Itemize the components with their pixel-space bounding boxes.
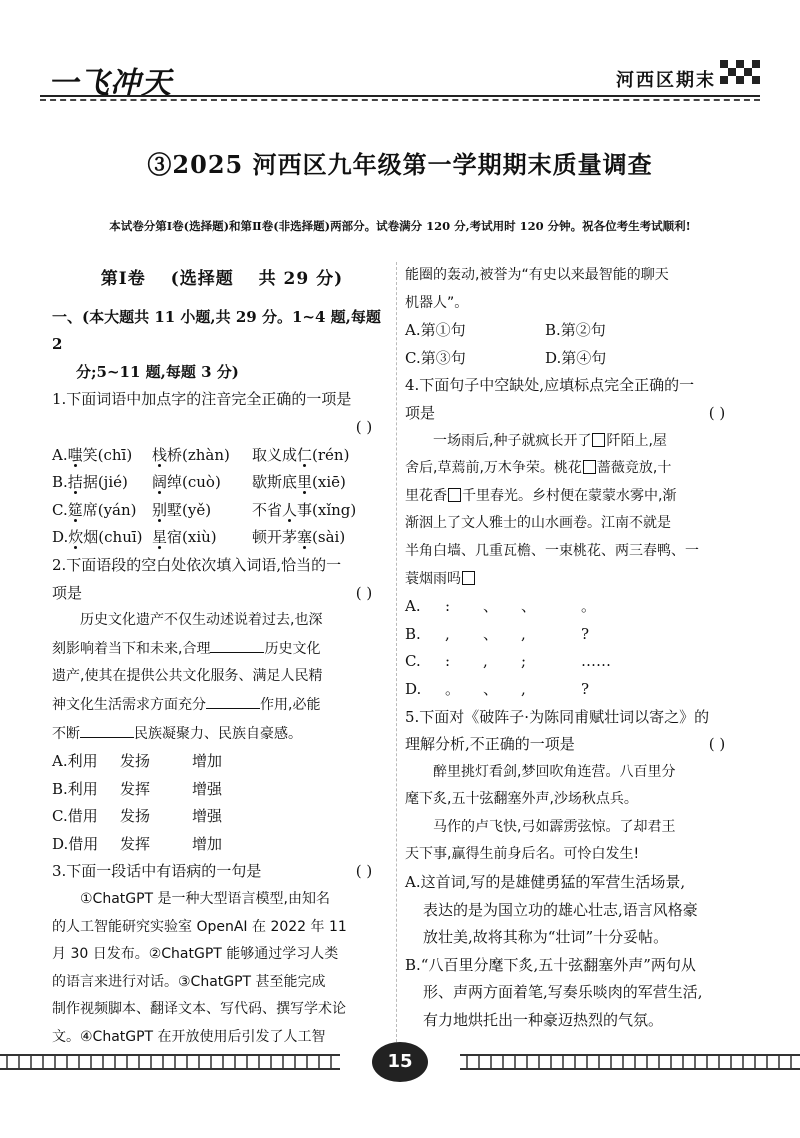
option-punct: ;	[521, 652, 527, 671]
option-text: 顿开茅	[252, 528, 298, 547]
footer-ornament	[460, 1054, 800, 1070]
dotted-char: 拮	[67, 473, 83, 492]
right-column	[405, 262, 745, 1035]
q4-option-d[interactable]	[405, 676, 745, 704]
page-number: 15	[372, 1042, 428, 1082]
option-text: 据(jié)	[82, 473, 128, 492]
left-column	[52, 262, 392, 1052]
poem	[405, 759, 745, 869]
passage-line	[405, 428, 745, 456]
header-rule	[40, 95, 760, 101]
section-title-score: 共 29 分)	[258, 269, 344, 289]
passage-text: 刻影响着当下和未来,合理	[52, 640, 211, 657]
passage-text: 历史文化	[264, 640, 321, 657]
question-2	[52, 552, 392, 859]
question-3	[52, 858, 392, 1051]
q2-option-a[interactable]	[52, 748, 392, 776]
poem-line: 醉里挑灯看剑,梦回吹角连营。八百里分	[433, 763, 676, 780]
exam-title: ③2025 河西区九年级第一学期期末质量调查	[147, 150, 653, 179]
option-punct: ?	[581, 679, 590, 698]
option-text: A.	[52, 445, 68, 464]
question-4	[405, 372, 745, 703]
passage-text: 阡陌上,屋	[606, 432, 667, 449]
option-term	[52, 524, 152, 552]
option-term	[52, 469, 152, 497]
passage-text: 里花香	[405, 487, 447, 504]
passage-text: 舍后,草蔫前,万木争荣。桃花	[405, 460, 582, 477]
option-term	[252, 497, 382, 525]
option-punct: 、	[521, 597, 537, 616]
page-header	[40, 50, 760, 100]
option-line: A.这首词,写的是雄健勇猛的军营生活场景,	[405, 873, 686, 892]
option-text: 墅(yě)	[167, 500, 212, 519]
footer-ornament	[0, 1054, 340, 1070]
question-stem: 理解分析,不正确的一项是	[405, 735, 575, 754]
option-label: D.	[405, 679, 422, 698]
dotted-char: 嗤	[67, 445, 83, 464]
passage-line	[405, 566, 745, 594]
poem-line: 马作的卢飞快,弓如霹雳弦惊。了却君王	[433, 818, 676, 835]
option-label: A.	[405, 597, 421, 616]
option-word: A.利用	[52, 752, 98, 771]
passage-text: 不断	[52, 725, 80, 742]
question-4-passage	[405, 428, 745, 594]
passage-text: 千里春光。乡村便在蒙蒙水雾中,渐	[462, 487, 677, 504]
answer-paren[interactable]: ( )	[708, 735, 726, 754]
punct-box-1[interactable]	[592, 433, 605, 447]
page-footer	[0, 1040, 800, 1100]
question-1-options	[52, 442, 392, 552]
option-word: 增加	[192, 834, 223, 853]
option-line: 表达的是为国立功的雄心壮志,语言风格豪	[423, 900, 698, 919]
q2-option-c[interactable]	[52, 803, 392, 831]
dotted-char: 仁	[297, 445, 313, 464]
fill-blank-2[interactable]	[206, 691, 260, 709]
option-term	[152, 442, 252, 470]
q4-option-b[interactable]	[405, 621, 745, 649]
option-line: 有力地烘托出一种豪迈热烈的气氛。	[423, 1011, 664, 1030]
part-heading	[52, 304, 392, 387]
question-stem: 项是	[52, 583, 83, 602]
answer-paren[interactable]: ( )	[355, 417, 373, 436]
option-punct: ,	[521, 679, 526, 698]
passage-line: 机器人”。	[405, 294, 469, 311]
part-heading-line: 分;5~11 题,每题 3 分)	[76, 362, 239, 381]
option-punct: 、	[483, 597, 499, 616]
poem-line: 天下事,赢得生前身后名。可怜白发生!	[405, 846, 640, 863]
option-word: 增强	[192, 807, 223, 826]
answer-paren[interactable]: ( )	[355, 862, 373, 881]
q1-option-d[interactable]	[52, 524, 392, 552]
question-stem: 5.下面对《破阵子·为陈同甫赋壮词以寄之》的	[405, 707, 710, 726]
section-title-type: (选择题	[170, 269, 234, 289]
option-term	[252, 442, 382, 470]
option-punct: 。	[581, 597, 597, 616]
passage-line: 半角白墙、几重瓦檐、一束桃花、两三春鸭、一	[405, 542, 699, 559]
option-a[interactable]: A.第①句	[405, 321, 466, 340]
option-punct: 。	[445, 679, 461, 698]
option-term	[52, 442, 152, 470]
option-c[interactable]: C.第③句	[405, 348, 466, 367]
option-term	[52, 497, 152, 525]
option-text: 歇斯底	[252, 473, 298, 492]
passage-line: 的语言来进行对话。③ChatGPT 甚至能完成	[52, 973, 326, 990]
option-text: 烟(chuī)	[83, 528, 143, 547]
option-punct: :	[445, 597, 451, 616]
option-line: 放壮美,故将其称为“壮词”十分妥帖。	[423, 928, 669, 947]
option-word: 发扬	[120, 752, 151, 771]
section-title-part: 第Ⅰ卷	[100, 269, 146, 289]
q1-option-a[interactable]	[52, 442, 392, 470]
option-word: B.利用	[52, 779, 98, 798]
option-punct: ……	[581, 652, 611, 671]
passage-text: 蓑烟雨吗	[405, 570, 461, 587]
passage-line	[52, 691, 392, 720]
section-title	[52, 266, 392, 294]
option-text: (xiē)	[312, 473, 346, 492]
option-term	[252, 469, 382, 497]
region-tag: 河西区期末	[616, 70, 716, 91]
option-word: C.借用	[52, 807, 98, 826]
question-3-passage-cont	[405, 262, 745, 317]
dotted-char: 栈	[152, 445, 168, 464]
part-heading-line: 一、(本大题共 11 小题,共 29 分。1~4 题,每题 2	[52, 307, 381, 354]
question-4-options	[405, 593, 745, 703]
question-stem: 2.下面语段的空白处依次填入词语,恰当的一	[52, 555, 342, 574]
option-word: 增加	[192, 752, 223, 771]
option-text: 宿(xiù)	[167, 528, 217, 547]
option-term	[152, 497, 252, 525]
passage-text: 神文化生活需求方面充分	[52, 696, 206, 713]
option-label: C.	[405, 652, 421, 671]
option-punct: ?	[581, 624, 590, 643]
option-text: 桥(zhàn)	[167, 445, 230, 464]
option-term	[152, 524, 252, 552]
option-line: B.“八百里分麾下炙,五十弦翻塞外声”两句从	[405, 955, 696, 974]
question-3-options-row	[405, 345, 745, 373]
passage-line: 制作视频脚本、翻译文本、写代码、撰写学术论	[52, 1001, 346, 1018]
question-stem: 4.下面句子中空缺处,应填标点完全正确的一	[405, 376, 695, 395]
question-stem: 项是	[405, 403, 436, 422]
option-word: D.借用	[52, 834, 99, 853]
option-word: 发挥	[120, 779, 151, 798]
punct-box-3[interactable]	[448, 488, 461, 502]
q2-option-d[interactable]	[52, 831, 392, 859]
option-a[interactable]	[405, 869, 745, 952]
option-b[interactable]	[405, 952, 745, 1035]
punct-box-2[interactable]	[583, 460, 596, 474]
q2-option-b[interactable]	[52, 776, 392, 804]
option-text: C.	[52, 500, 68, 519]
passage-line	[52, 635, 392, 664]
option-punct: :	[445, 652, 451, 671]
q1-option-c[interactable]	[52, 497, 392, 525]
option-text: 席(yán)	[82, 500, 137, 519]
q4-option-a[interactable]	[405, 593, 745, 621]
option-punct: 、	[483, 679, 499, 698]
option-text: (rén)	[312, 445, 350, 464]
passage-text: 民族凝聚力、民族自豪感。	[134, 725, 302, 742]
passage-line: 渐洇上了文人雅士的山水画卷。江南不就是	[405, 515, 671, 532]
passage-text: 蔷薇竞放,十	[596, 460, 672, 477]
option-label: B.	[405, 624, 421, 643]
q4-option-c[interactable]	[405, 648, 745, 676]
passage-line: 的人工智能研究实验室 OpenAI 在 2022 年 11	[52, 918, 347, 935]
question-stem: 3.下面一段话中有语病的一句是	[52, 862, 262, 881]
question-3-options-row	[405, 317, 745, 345]
fill-blank-3[interactable]	[80, 720, 134, 738]
option-word: 发扬	[120, 807, 151, 826]
passage-line: 文。④ChatGPT 在开放使用后引发了人工智	[52, 1029, 326, 1046]
option-text: 不省	[252, 500, 283, 519]
option-punct: ,	[483, 652, 488, 671]
question-2-passage	[52, 607, 392, 748]
answer-paren[interactable]: ( )	[355, 583, 373, 602]
poem-line: 麾下炙,五十弦翻塞外声,沙场秋点兵。	[405, 791, 638, 808]
option-term	[152, 469, 252, 497]
question-1	[52, 386, 392, 552]
punct-box-4[interactable]	[462, 571, 475, 585]
option-text: 笑(chī)	[82, 445, 133, 464]
passage-line: 能圈的轰动,被誉为“有史以来最智能的聊天	[405, 267, 669, 283]
dotted-char: 星	[152, 528, 168, 547]
dotted-char: 筵	[67, 500, 83, 519]
option-text: 取义成	[252, 445, 298, 464]
passage-line: 历史文化遗产不仅生动述说着过去,也深	[80, 612, 323, 629]
dotted-char: 别	[152, 500, 168, 519]
answer-paren[interactable]: ( )	[708, 403, 726, 422]
option-text: 绰(cuò)	[167, 473, 221, 492]
option-b[interactable]: B.第②句	[545, 321, 606, 340]
passage-line	[52, 720, 392, 749]
option-text: (sài)	[312, 528, 346, 547]
question-2-options	[52, 748, 392, 858]
passage-text: 一场雨后,种子就疯长开了	[433, 432, 592, 449]
question-5	[405, 704, 745, 1035]
passage-line	[405, 455, 745, 483]
passage-line: ①ChatGPT 是一种大型语言模型,由知名	[80, 891, 331, 908]
option-text: D.	[52, 528, 69, 547]
passage-line: 遗产,使其在提供公共文化服务、满足人民精	[52, 668, 323, 685]
exam-instructions: 本试卷分第Ⅰ卷(选择题)和第Ⅱ卷(非选择题)两部分。试卷满分 120 分,考试用时 120 分钟。祝各位考生考试顺利!	[109, 219, 691, 233]
option-term	[252, 524, 382, 552]
dotted-char: 里	[297, 473, 313, 492]
fill-blank-1[interactable]	[210, 635, 264, 653]
dotted-char: 人	[282, 500, 298, 519]
option-punct: ,	[445, 624, 450, 643]
dotted-char: 阔	[152, 473, 168, 492]
option-text: 事(xǐng)	[297, 500, 357, 519]
passage-line	[405, 483, 745, 511]
option-word: 发挥	[120, 834, 151, 853]
question-stem: 1.下面词语中加点字的注音完全正确的一项是	[52, 390, 352, 409]
passage-text: 作用,必能	[260, 696, 321, 713]
question-3-passage	[52, 886, 392, 1052]
column-divider	[396, 262, 397, 1042]
q1-option-b[interactable]	[52, 469, 392, 497]
checker-pattern-icon	[720, 60, 760, 90]
option-text: B.	[52, 473, 68, 492]
brand-logo: 一飞冲天	[48, 66, 172, 101]
option-word: 增强	[192, 779, 223, 798]
passage-line: 月 30 日发布。②ChatGPT 能够通过学习人类	[52, 946, 339, 963]
option-punct: 、	[483, 624, 499, 643]
dotted-char: 炊	[68, 528, 84, 547]
option-d[interactable]: D.第④句	[545, 348, 607, 367]
option-punct: ,	[521, 624, 526, 643]
dotted-char: 塞	[297, 528, 313, 547]
option-line: 形、声两方面着笔,写奏乐啖肉的军营生活,	[423, 983, 703, 1002]
